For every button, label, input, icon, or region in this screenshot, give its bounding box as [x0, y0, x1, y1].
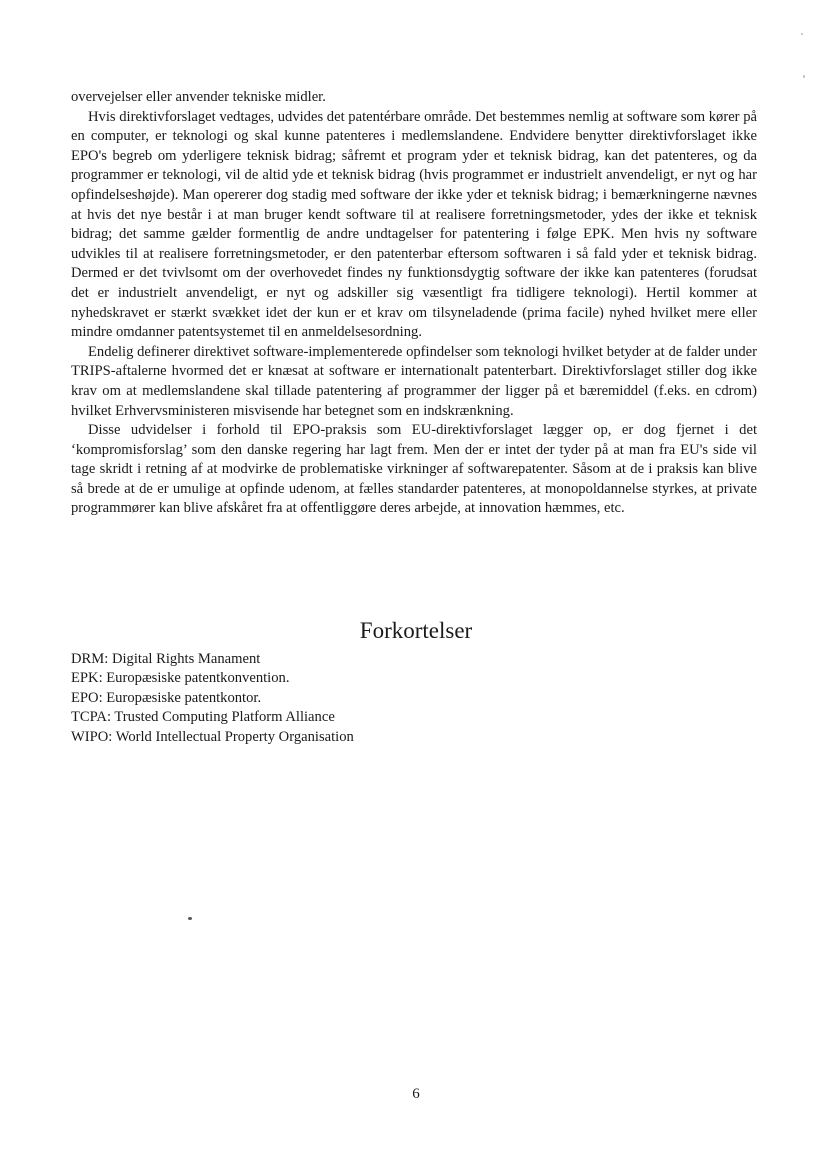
scan-speck — [188, 917, 192, 920]
scan-speck — [803, 75, 805, 78]
abbreviation-item: TCPA: Trusted Computing Platform Alliance — [71, 709, 335, 726]
abbreviation-list — [71, 650, 671, 747]
paragraph-continuation: overvejelser eller anvender tekniske midler. — [71, 89, 326, 105]
section-heading: Forkortelser — [359, 618, 473, 643]
body-text — [71, 88, 757, 519]
paragraph-compromise: Disse udvidelser i forhold til EPO-praksis som EU-direktivforslaget lægger op, er dog fjernet i det ‘kompromisforslag’ som den danske regering har lagt frem. Men der er intet der tyder på at man fra EU's side vil tage skridt i retning af at modvirke de problematiske virkninger af softwarepatenter. Såsom at de i praksis kan blive så brede at de er umulige at opfinde udenom, at fælles standarder patenteres, at monopoldannelse styrkes, at private programmører kan blive afskåret fra at offentliggøre deres arbejde, at innovation hæmmes, etc. — [71, 422, 757, 517]
abbreviation-item: EPK: Europæsiske patentkonvention. — [71, 670, 290, 687]
paragraph-directive-extension: Hvis direktivforslaget vedtages, udvides det patentérbare område. Det bestemmes nemlig at software som kører på en computer, er teknologi og skal kunne patenteres i medlemslandene. Endvidere benytter direktivforslaget ikke EPO's begreb om yderligere teknisk bidrag; såfremt et program yder et teknisk bidrag, kan det patenteres, og da programmer er teknologi, vil de altid yde et teknisk bidrag (hvis programmet er industrielt anvendeligt, er nyt og har opfindelseshøjde). Man opererer dog stadig med software der ikke yder et teknisk bidrag; i bemærkningerne nævnes at hvis det nye består i at man bruger kendt software til at realisere forretningsmetoder, ydes der ikke et teknisk bidrag; det samme gælder formentlig de andre undtagelser for patentering i følge EPK. Men hvis ny software udvikles til at realisere forretningsmetoder, er den patenterbar eftersom softwaren i så fald yder et teknisk bidrag. Dermed er det tvivlsomt om der overhovedet findes ny funktionsdygtig software der ikke kan patenteres (forudsat det er industrielt anvendeligt, er nyt og adskiller sig væsentligt fra tidligere teknologi). Hertil kommer at nyhedskravet er stærkt svækket idet der kun er et krav om tilsyneladende (prima facile) nyhed hvilket mere eller mindre omdanner patentsystemet til en anmeldelsesordning. — [71, 108, 757, 341]
abbreviation-item: DRM: Digital Rights Manament — [71, 651, 261, 667]
abbreviation-item: EPO: Europæsiske patentkontor. — [71, 689, 262, 706]
paragraph-trips: Endelig definerer direktivet software-implementerede opfindelser som teknologi hvilket betyder at de falder under TRIPS-aftalerne hvormed det er knæsat at software er internationalt patenterbart. Direktivforslaget stiller dog ikke krav om at medlemslandene skal tillade patentering af programmer der ligger på et bæremiddel (f.eks. en cdrom) hvilket Erhvervsministeren misvisende har betegnet som en indskrænkning. — [71, 343, 757, 419]
scan-speck — [801, 33, 803, 35]
page-number: 6 — [412, 1086, 420, 1102]
abbreviation-item: WIPO: World Intellectual Property Organisation — [71, 728, 354, 745]
